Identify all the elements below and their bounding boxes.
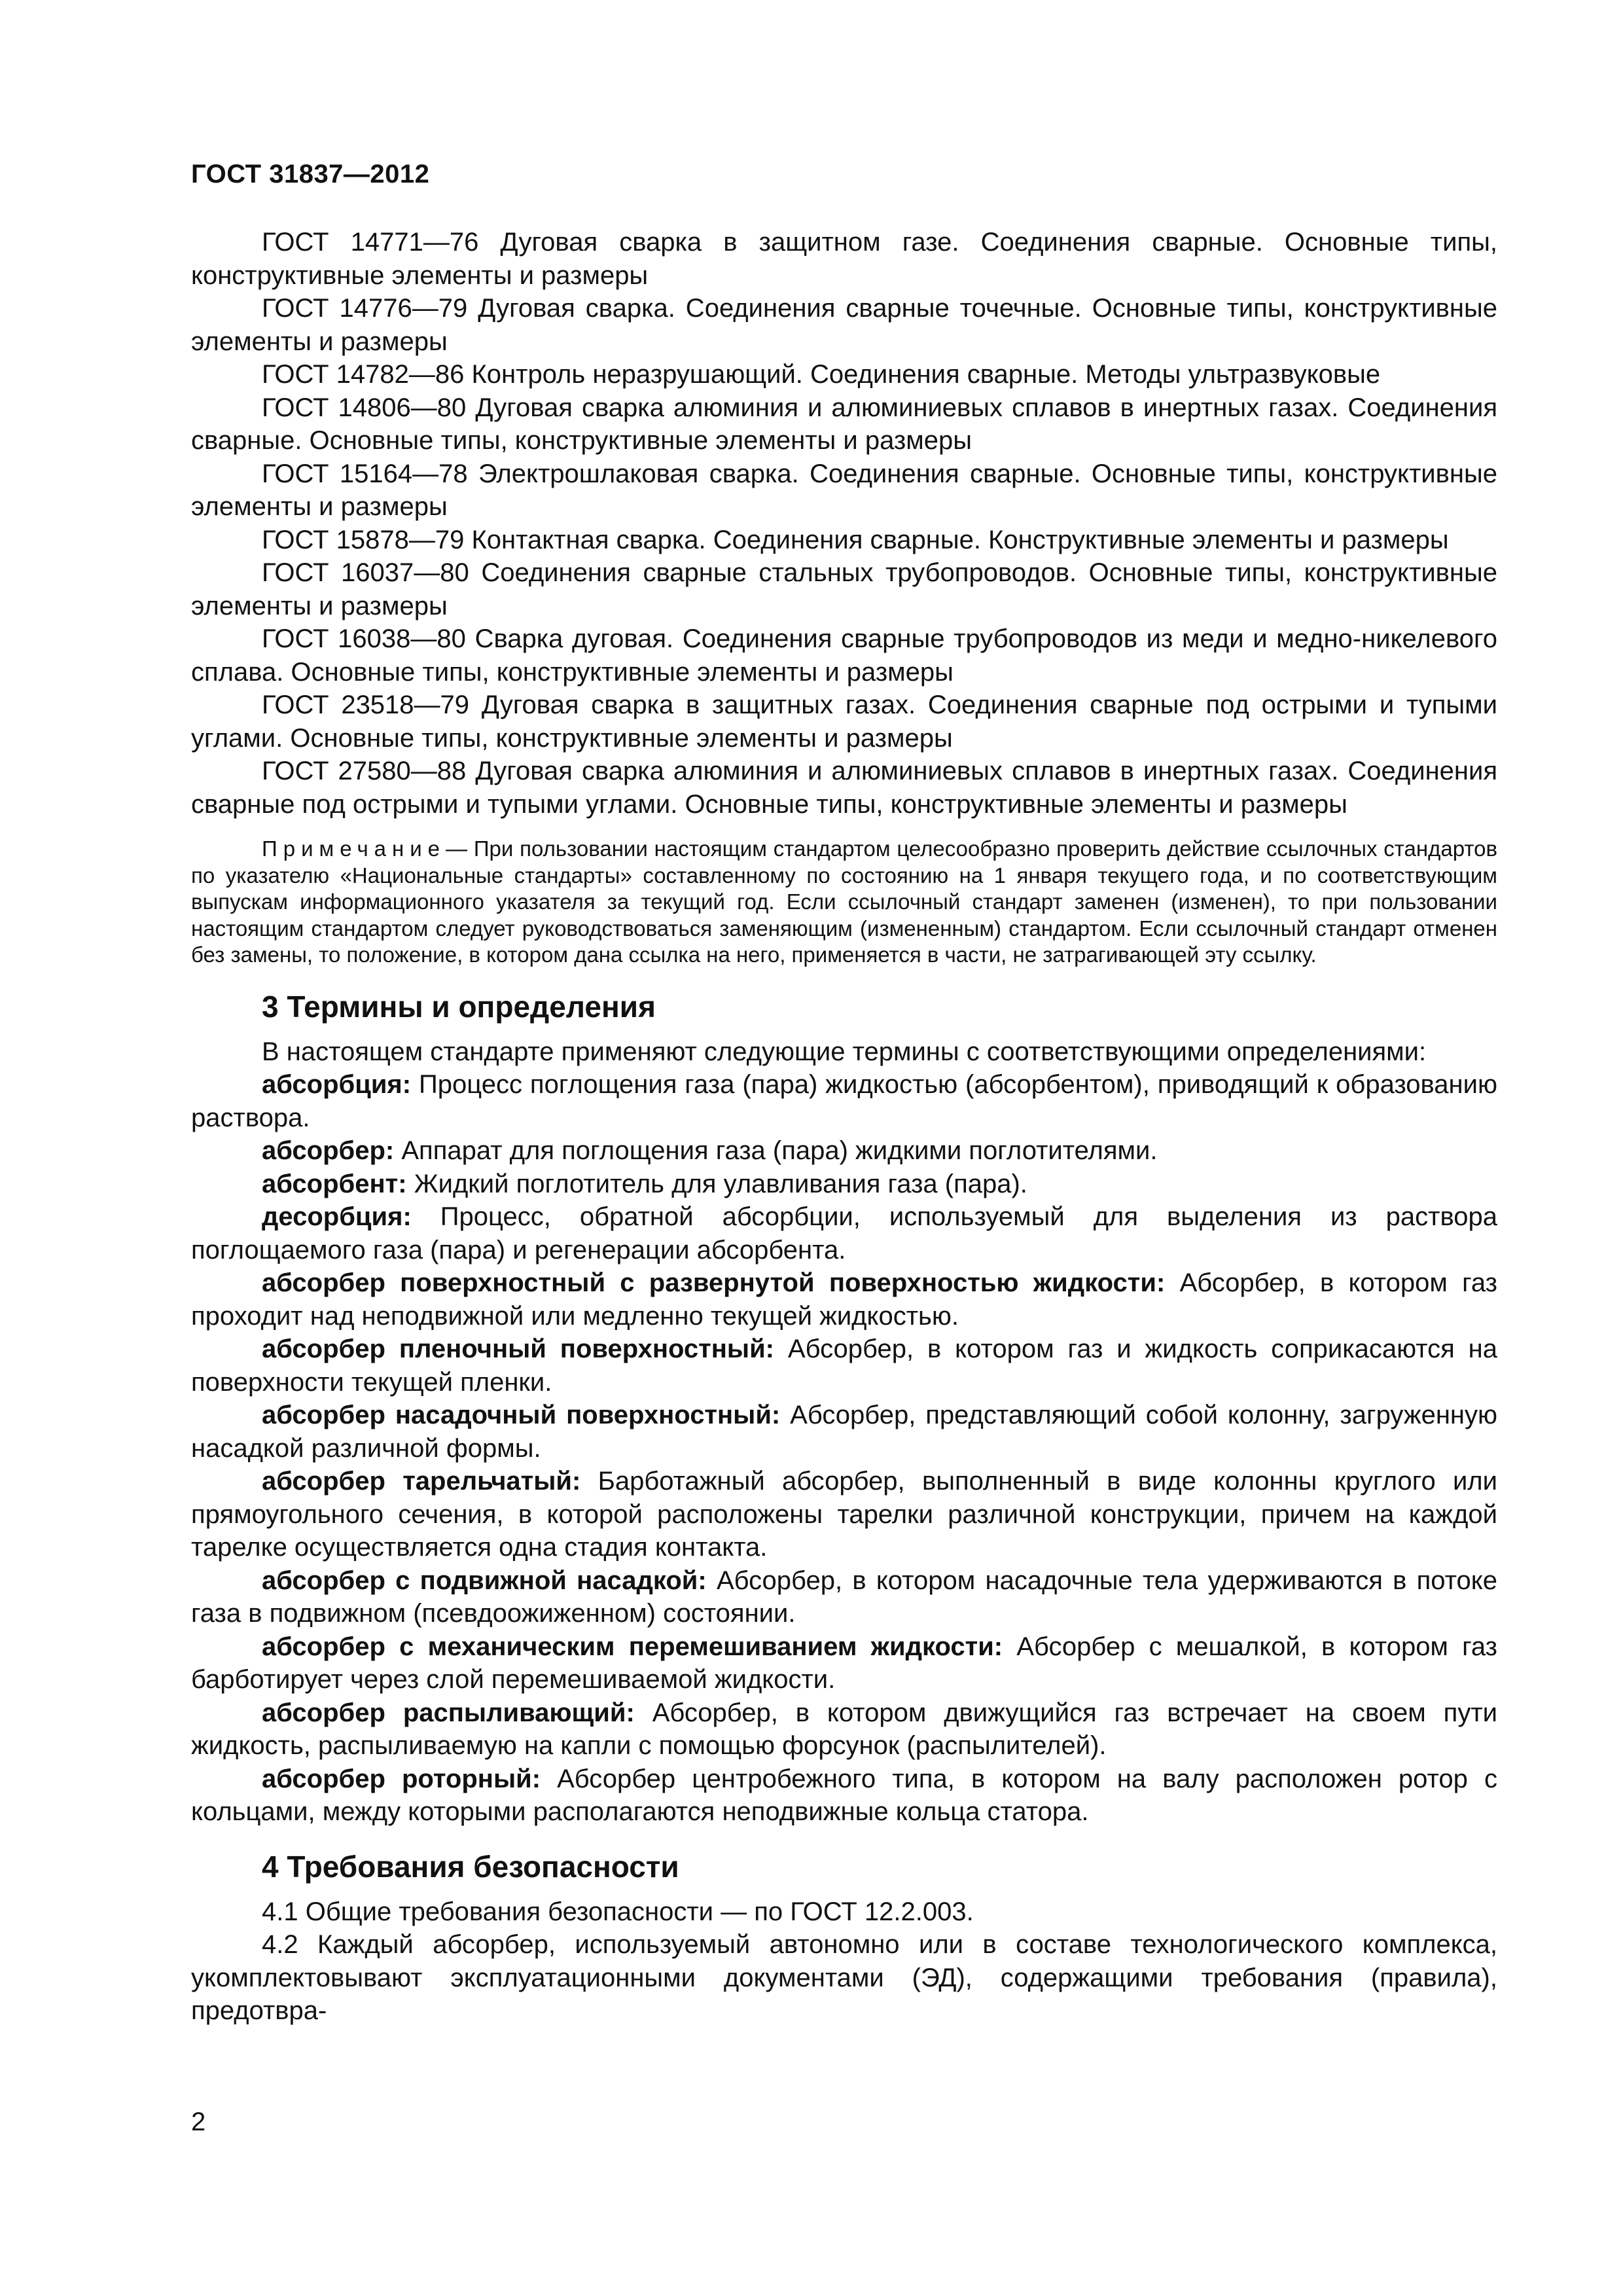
term-definition: Барботажный абсорбер, выполненный в виде колонны круглого или прямоугольного сечения, в которой расположены тарелки различной конструкции, причем на каждой тарелке осуществляется одна стадия контакта. [191,1467,1497,1562]
term-name: абсорбер тарельчатый: [262,1467,581,1496]
term-entry [191,1333,1497,1399]
reference-item [191,524,1497,557]
section-3-heading: 3 Термины и определения [262,989,656,1024]
reference-item [191,622,1497,689]
term-entry [191,1200,1497,1266]
reference-title: Сварка дуговая. Соединения сварные трубопроводов из меди и медно-никелевого сплава. Основные типы, конструктивные элементы и размеры [191,624,1497,687]
reference-code: ГОСТ 16038—80 [262,624,466,653]
term-name: десорбция: [262,1202,412,1231]
term-entry [191,1630,1497,1696]
term-definition: Абсорбер, в котором движущийся газ встречает на своем пути жидкость, распыливаемую на капли с помощью форсунок (распылителей). [191,1698,1497,1760]
reference-item [191,292,1497,358]
term-definition: Аппарат для поглощения газа (пара) жидкими поглотителями. [401,1136,1158,1165]
term-entry [191,1134,1497,1168]
reference-title: Дуговая сварка в защитных газах. Соединения сварные под острыми и тупыми углами. Основные типы, конструктивные элементы и размеры [191,691,1497,753]
reference-item [191,226,1497,292]
reference-title: Дуговая сварка в защитном газе. Соединения сварные. Основные типы, конструктивные элементы и размеры [191,228,1497,290]
reference-title: Дуговая сварка алюминия и алюминиевых сплавов в инертных газах. Соединения сварные. Основные типы, конструктивные элементы и размеры [191,393,1498,455]
reference-code: ГОСТ 15878—79 [262,525,465,554]
reference-code: ГОСТ 14771—76 [262,228,479,257]
note-block [191,836,1497,969]
term-entry [191,1266,1497,1333]
reference-item [191,755,1497,821]
reference-code: ГОСТ 23518—79 [262,691,470,719]
note-paragraph [191,836,1497,969]
term-definition: Абсорбер, в котором газ проходит над неподвижной или медленно текущей жидкостью. [191,1268,1498,1331]
clause-item: 4.1 Общие требования безопасности — по ГОСТ 12.2.003. [262,1897,974,1926]
page-number: 2 [191,2108,206,2136]
reference-title: Электрошлаковая сварка. Соединения сварные. Основные типы, конструктивные элементы и размеры [191,459,1497,521]
reference-code: ГОСТ 14806—80 [262,393,467,422]
term-entry [191,1465,1497,1564]
reference-title: Дуговая сварка алюминия и алюминиевых сплавов в инертных газах. Соединения сварные под острыми и тупыми углами. Основные типы, конструктивные элементы и размеры [191,757,1498,819]
term-definition: Процесс поглощения газа (пара) жидкостью (абсорбентом), приводящий к образованию раствора. [191,1070,1497,1132]
reference-item [191,358,1497,391]
term-name: абсорбер распыливающий: [262,1698,635,1727]
term-name: абсорбер пленочный поверхностный: [262,1335,774,1363]
term-definition: Абсорбер, в котором газ и жидкость соприкасаются на поверхности текущей пленки. [191,1335,1497,1397]
term-entry [191,1696,1497,1763]
term-definition: Процесс, обратной абсорбции, используемый для выделения из раствора поглощаемого газа (пара) и регенерации абсорбента. [191,1202,1497,1265]
term-name: абсорбер: [262,1136,395,1165]
term-definition: Абсорбер с мешалкой, в котором газ барботирует через слой перемешиваемой жидкости. [191,1632,1497,1694]
reference-item [191,689,1497,755]
reference-item [191,391,1497,457]
normative-references [191,226,1497,821]
reference-item [191,556,1497,622]
document-body [191,226,1497,2028]
term-entry [191,1763,1497,1829]
reference-code: ГОСТ 14782—86 [262,360,465,389]
reference-title: Соединения сварные стальных трубопроводов. Основные типы, конструктивные элементы и размеры [191,558,1497,620]
reference-item [191,457,1497,524]
reference-title: Контроль неразрушающий. Соединения сварные. Методы ультразвуковые [471,360,1381,389]
term-name: абсорбер поверхностный с развернутой поверхностью жидкости: [262,1268,1166,1297]
term-definition: Абсорбер, в котором насадочные тела удерживаются в потоке газа в подвижном (псевдоожиженном) состоянии. [191,1566,1497,1628]
term-definition: Абсорбер центробежного типа, в котором на валу расположен ротор с кольцами, между которыми располагаются неподвижные кольца статора. [191,1764,1497,1826]
reference-code: ГОСТ 15164—78 [262,459,468,488]
note-label: Примечание [262,836,446,861]
reference-code: ГОСТ 14776—79 [262,294,468,323]
term-name: абсорбция: [262,1070,412,1099]
term-entry [191,1564,1497,1630]
term-definition: Жидкий поглотитель для улавливания газа (пара). [414,1169,1027,1198]
section-3-intro: В настоящем стандарте применяют следующие термины с соответствующими определениями: [262,1037,1427,1066]
reference-title: Контактная сварка. Соединения сварные. Конструктивные элементы и размеры [471,525,1449,554]
document-header: ГОСТ 31837—2012 [191,160,430,188]
reference-code: ГОСТ 27580—88 [262,757,467,785]
term-entry [191,1068,1497,1134]
term-name: абсорбер с подвижной насадкой: [262,1566,707,1595]
term-entry [191,1168,1497,1201]
section-4-heading: 4 Требования безопасности [262,1849,679,1884]
term-name: абсорбер насадочный поверхностный: [262,1401,781,1429]
term-definition: Абсорбер, представляющий собой колонну, загруженную насадкой различной формы. [191,1401,1498,1463]
note-text: — При пользовании настоящим стандартом целесообразно проверить действие ссылочных стандартов по указателю «Национальные стандарты» составленному по состоянию на 1 января текущего года, и по соответствующим выпускам информационного указателя за текущий год. Если ссылочный стандарт заменен (изменен), то при пользовании настоящим стандартом следует руководствоваться заменяющим (измененным) стандартом. Если ссылочный стандарт отменен без замены, то положение, в котором дана ссылка на него, применяется в части, не затрагивающей эту ссылку. [191,836,1497,967]
reference-title: Дуговая сварка. Соединения сварные точечные. Основные типы, конструктивные элементы и размеры [191,294,1498,356]
clause-item: 4.2 Каждый абсорбер, используемый автономно или в составе технологического комплекса, укомплектовывают эксплуатационными документами (ЭД), содержащими требования (правила), предотвра- [191,1930,1497,2025]
term-name: абсорбер роторный: [262,1764,541,1793]
term-entry [191,1399,1497,1465]
reference-code: ГОСТ 16037—80 [262,558,469,587]
term-name: абсорбент: [262,1169,407,1198]
term-name: абсорбер с механическим перемешиванием жидкости: [262,1632,1003,1661]
